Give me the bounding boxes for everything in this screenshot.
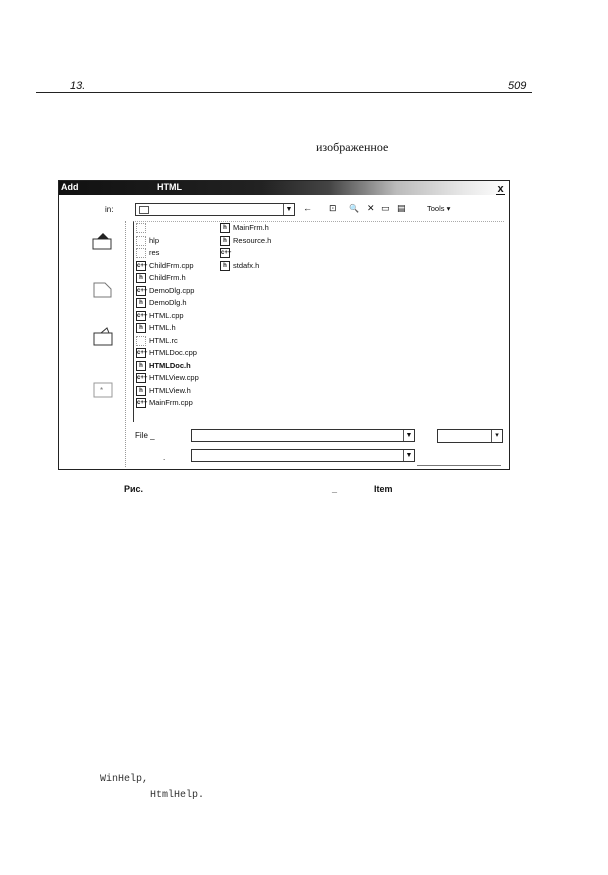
file-name: res: [149, 248, 160, 258]
figure-caption-item: Item: [374, 484, 393, 494]
file-list-item[interactable]: [136, 285, 194, 297]
views-icon[interactable]: ▤: [397, 203, 406, 213]
file-h-icon: h: [220, 261, 230, 271]
figure-caption-separator: _: [332, 484, 338, 494]
chapter-number: 13.: [70, 80, 86, 92]
file-h-icon: h: [136, 273, 146, 283]
code-line-2: HtmlHelp.: [150, 790, 205, 801]
file-h-icon: h: [136, 298, 146, 308]
header-rule: [36, 92, 532, 93]
file-list-item[interactable]: [220, 222, 269, 234]
chevron-down-icon[interactable]: ▾: [491, 430, 502, 442]
file-name: HTMLView.cpp: [149, 373, 199, 383]
file-list-item[interactable]: [136, 310, 184, 322]
folder-icon: [136, 236, 146, 246]
file-list-item[interactable]: [136, 222, 149, 234]
new-folder-icon[interactable]: ▭: [381, 203, 390, 213]
file-cpp-icon: c++: [137, 400, 148, 407]
file-h-icon: h: [136, 386, 146, 396]
figure-caption-prefix: Рис.: [124, 484, 144, 494]
file-name: hlp: [149, 235, 160, 245]
dialog-title-bar: [59, 181, 509, 195]
file-name: HTMLView.h: [149, 385, 191, 395]
file-list-item[interactable]: [220, 235, 271, 247]
tools-menu[interactable]: Tools ▾: [427, 204, 451, 213]
file-h-icon: h: [220, 223, 230, 233]
add-html-dialog: [58, 180, 510, 470]
file-name: HTML.rc: [149, 335, 178, 345]
file-name: MainFrm.h: [233, 223, 269, 233]
file-list-item[interactable]: [136, 360, 191, 372]
search-web-icon[interactable]: 🔍: [349, 204, 359, 213]
folder-icon: [139, 206, 149, 214]
file-name-combo[interactable]: [191, 429, 415, 442]
file-list-item[interactable]: [136, 235, 159, 247]
file-name: ChildFrm.h: [149, 273, 186, 283]
file-rc-icon: [136, 336, 146, 346]
up-folder-icon[interactable]: ⊡: [329, 203, 337, 213]
file-list-item[interactable]: [220, 260, 259, 272]
open-button[interactable]: [437, 429, 503, 443]
file-list-item[interactable]: [136, 372, 199, 384]
folder-icon: [136, 248, 146, 258]
folder-icon: [136, 223, 146, 233]
file-cpp-icon: c++: [137, 350, 148, 357]
back-icon[interactable]: ←: [303, 203, 312, 213]
file-name: HTMLDoc.h: [149, 360, 191, 370]
dialog-title-left: Add: [61, 182, 79, 192]
history-place-icon[interactable]: [91, 231, 115, 251]
files-of-type-combo[interactable]: [191, 449, 415, 462]
file-name-label: File _: [135, 431, 155, 440]
body-text-fragment: изображенное: [316, 140, 389, 154]
file-list-item[interactable]: [136, 260, 194, 272]
delete-icon[interactable]: ✕: [367, 203, 375, 213]
files-of-type-label: .: [163, 453, 166, 462]
places-bar: [65, 221, 126, 467]
file-cpp-icon: c++: [137, 375, 148, 382]
svg-text:*: *: [100, 386, 104, 395]
file-list-item[interactable]: [136, 247, 159, 259]
desktop-place-icon[interactable]: [91, 279, 115, 299]
file-cpp-icon: c++: [137, 287, 148, 294]
favorites-place-icon[interactable]: [91, 379, 115, 399]
file-name: HTML.h: [149, 323, 176, 333]
close-icon[interactable]: x: [497, 183, 504, 195]
file-h-icon: h: [136, 323, 146, 333]
file-name: Resource.h: [233, 235, 272, 245]
file-name: DemoDlg.h: [149, 298, 187, 308]
file-list-item[interactable]: [220, 247, 233, 259]
file-name: ChildFrm.cpp: [149, 260, 194, 270]
dialog-title-mid: HTML: [157, 182, 182, 192]
file-name: HTMLDoc.cpp: [149, 348, 197, 358]
file-list-item[interactable]: [136, 272, 186, 284]
file-list-item[interactable]: [136, 322, 176, 334]
file-list-item[interactable]: [136, 297, 187, 309]
file-name: DemoDlg.cpp: [149, 285, 195, 295]
file-h-icon: h: [136, 361, 146, 371]
file-cpp-icon: c++: [137, 262, 148, 269]
file-cpp-icon: c++: [137, 312, 148, 319]
file-list-item[interactable]: [136, 335, 178, 347]
tools-label: Tools: [427, 204, 445, 213]
file-list: [133, 221, 504, 422]
file-cpp-icon: c++: [221, 250, 232, 257]
file-name: stdafx.h: [233, 260, 260, 270]
code-line-1: WinHelp,: [100, 774, 149, 785]
file-list-item[interactable]: [136, 385, 191, 397]
file-h-icon: h: [220, 236, 230, 246]
file-name: MainFrm.cpp: [149, 398, 193, 408]
look-in-label: in:: [105, 205, 114, 214]
file-list-item[interactable]: [136, 347, 197, 359]
chevron-down-icon[interactable]: ▼: [403, 450, 414, 461]
documents-place-icon[interactable]: [91, 327, 115, 347]
look-in-combo[interactable]: [135, 203, 295, 216]
chevron-down-icon[interactable]: ▼: [403, 430, 414, 441]
file-name: HTML.cpp: [149, 310, 184, 320]
page-number: 509: [508, 80, 527, 92]
chevron-down-icon[interactable]: ▼: [283, 204, 294, 215]
cancel-button[interactable]: [417, 451, 501, 466]
file-list-item[interactable]: [136, 397, 193, 409]
